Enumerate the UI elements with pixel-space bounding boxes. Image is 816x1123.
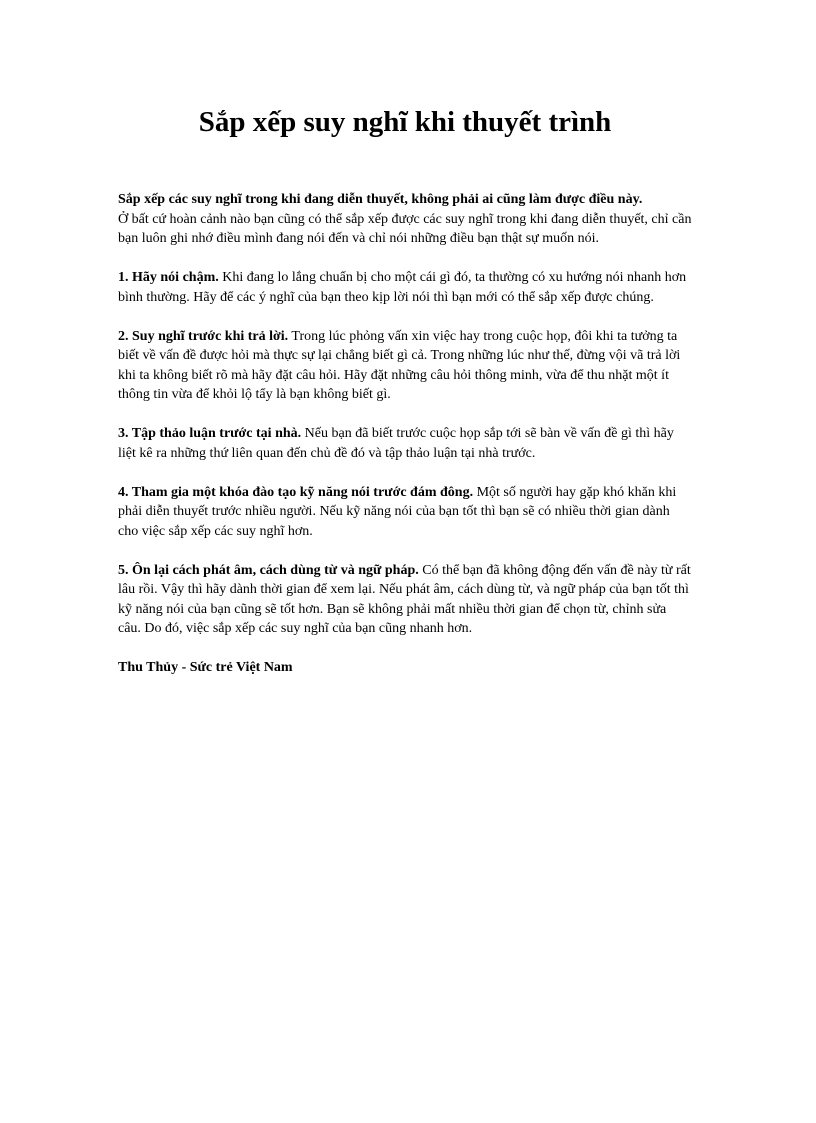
tip-paragraph-3 [118,424,692,463]
tip-body-3: Nếu bạn đã biết trước cuộc họp sắp tới sẽ bàn về vấn đề gì thì hãy liệt kê ra những thứ liên quan đến chủ đề đó và tập thảo luận tại nhà trước. [118,426,674,461]
intro-lead: Sắp xếp các suy nghĩ trong khi đang diễn thuyết, không phải ai cũng làm được điều này. [118,192,643,207]
tip-paragraph-4 [118,483,692,542]
author-byline: Thu Thủy - Sức trẻ Việt Nam [118,660,293,675]
tip-body-4: Một số người hay gặp khó khăn khi phải diễn thuyết trước nhiều người. Nếu kỹ năng nói của bạn tốt thì bạn sẽ có nhiều thời gian dành cho việc sắp xếp các suy nghĩ hơn. [118,484,677,539]
intro-body: Ở bất cứ hoàn cảnh nào bạn cũng có thể sắp xếp được các suy nghĩ trong khi đang diễn thuyết, chỉ cần bạn luôn ghi nhớ điều mình đang nói đến và chỉ nói những điều bạn thật sự muốn nói. [118,211,692,246]
intro-paragraph [118,190,692,249]
tip-heading-3: 3. Tập thảo luận trước tại nhà. [118,426,302,441]
tip-heading-1: 1. Hãy nói chậm. [118,270,219,285]
tip-paragraph-5 [118,561,692,639]
document-page [118,100,692,678]
tip-body-1: Khi đang lo lắng chuẩn bị cho một cái gì đó, ta thường có xu hướng nói nhanh hơn bình thường. Hãy để các ý nghĩ của bạn theo kịp lời nói thì bạn mới có thể sắp xếp được chúng. [118,270,687,305]
tip-heading-2: 2. Suy nghĩ trước khi trả lời. [118,328,289,344]
tip-body-5: Có thể bạn đã không động đến vấn đề này từ rất lâu rồi. Vậy thì hãy dành thời gian để xem lại. Nếu phát âm, cách dùng từ, và ngữ pháp của bạn tốt thì kỹ năng nói của bạn cũng sẽ tốt hơn. Bạn sẽ không phải mất nhiều thời gian để chọn từ, chỉnh sửa câu. Do đó, việc sắp xếp các suy nghĩ của bạn cũng nhanh hơn. [118,562,691,636]
tip-heading-5: 5. Ôn lại cách phát âm, cách dùng từ và ngữ pháp. [118,562,419,578]
tip-paragraph-2 [118,327,692,405]
page-title: Sắp xếp suy nghĩ khi thuyết trình [198,106,612,138]
tip-body-2: Trong lúc phỏng vấn xin việc hay trong cuộc họp, đôi khi ta tưởng ta biết về vấn đề được hỏi mà thực sự lại chẳng biết gì cả. Trong những lúc như thế, đừng vội vã trả lời khi ta không biết rõ mà hãy đặt câu hỏi. Hãy đặt những câu hỏi thông minh, vừa để thu nhặt một ít thông tin vừa để khỏi lộ tẩy là bạn không biết gì. [118,328,681,402]
tip-heading-4: 4. Tham gia một khóa đào tạo kỹ năng nói trước đám đông. [118,484,474,500]
tip-paragraph-1 [118,268,692,307]
